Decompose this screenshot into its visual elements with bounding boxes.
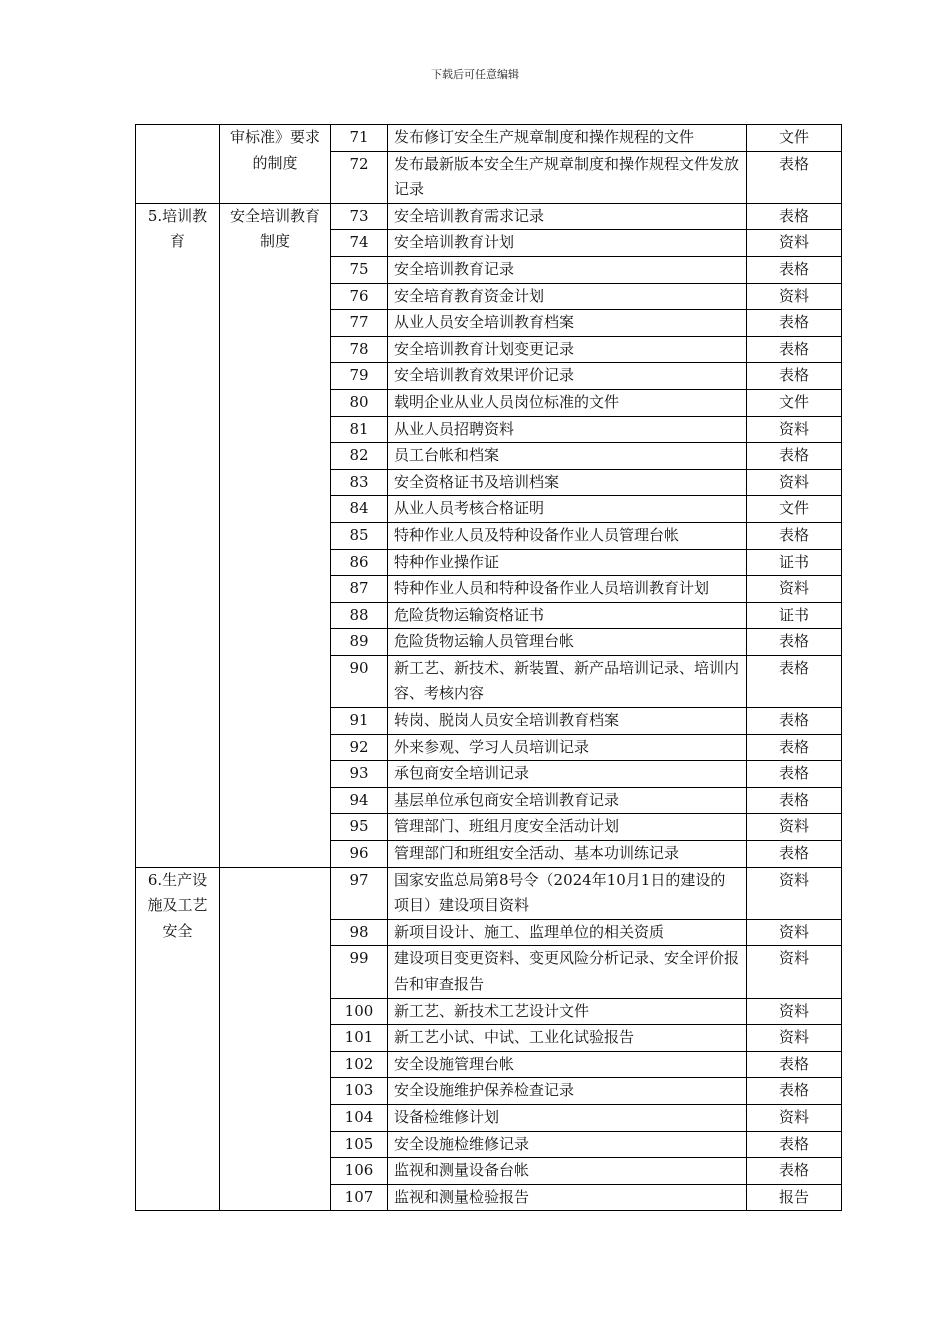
item-text: 管理部门、班组月度安全活动计划 bbox=[388, 814, 747, 841]
row-number: 83 bbox=[331, 469, 388, 496]
doc-type: 资料 bbox=[747, 230, 842, 257]
item-text: 安全培训教育记录 bbox=[388, 256, 747, 283]
category-cell bbox=[136, 125, 220, 204]
item-text: 特种作业操作证 bbox=[388, 549, 747, 576]
doc-type: 报告 bbox=[747, 1184, 842, 1211]
row-number: 72 bbox=[331, 151, 388, 203]
item-text: 特种作业人员及特种设备作业人员管理台帐 bbox=[388, 522, 747, 549]
row-number: 77 bbox=[331, 310, 388, 337]
item-text: 安全设施维护保养检查记录 bbox=[388, 1078, 747, 1105]
row-number: 96 bbox=[331, 841, 388, 868]
doc-type: 表格 bbox=[747, 310, 842, 337]
row-number: 107 bbox=[331, 1184, 388, 1211]
item-text: 监视和测量检验报告 bbox=[388, 1184, 747, 1211]
item-text: 新工艺小试、中试、工业化试验报告 bbox=[388, 1025, 747, 1052]
row-number: 76 bbox=[331, 283, 388, 310]
doc-type: 表格 bbox=[747, 336, 842, 363]
doc-type: 资料 bbox=[747, 576, 842, 603]
item-text: 基层单位承包商安全培训教育记录 bbox=[388, 787, 747, 814]
doc-type: 表格 bbox=[747, 522, 842, 549]
row-number: 85 bbox=[331, 522, 388, 549]
doc-type: 资料 bbox=[747, 867, 842, 919]
row-number: 101 bbox=[331, 1025, 388, 1052]
subcategory-cell: 审标准》要求的制度 bbox=[220, 125, 331, 204]
row-number: 104 bbox=[331, 1104, 388, 1131]
row-number: 95 bbox=[331, 814, 388, 841]
page-header: 下载后可任意编辑 bbox=[431, 68, 519, 81]
doc-type: 资料 bbox=[747, 814, 842, 841]
doc-type: 表格 bbox=[747, 708, 842, 735]
row-number: 106 bbox=[331, 1158, 388, 1185]
row-number: 84 bbox=[331, 496, 388, 523]
row-number: 73 bbox=[331, 203, 388, 230]
doc-type: 文件 bbox=[747, 125, 842, 152]
doc-type: 资料 bbox=[747, 416, 842, 443]
item-text: 建设项目变更资料、变更风险分析记录、安全评价报告和审查报告 bbox=[388, 946, 747, 998]
item-text: 国家安监总局第8号令（2024年10月1日的建设的项目）建设项目资料 bbox=[388, 867, 747, 919]
subcategory-cell bbox=[220, 867, 331, 1211]
row-number: 87 bbox=[331, 576, 388, 603]
row-number: 79 bbox=[331, 363, 388, 390]
row-number: 89 bbox=[331, 629, 388, 656]
item-text: 设备检维修计划 bbox=[388, 1104, 747, 1131]
item-text: 新工艺、新技术工艺设计文件 bbox=[388, 998, 747, 1025]
table-row bbox=[136, 203, 842, 230]
item-text: 安全培训教育计划 bbox=[388, 230, 747, 257]
category-cell: 6.生产设施及工艺安全 bbox=[136, 867, 220, 1211]
row-number: 105 bbox=[331, 1131, 388, 1158]
item-text: 管理部门和班组安全活动、基本功训练记录 bbox=[388, 841, 747, 868]
doc-type: 资料 bbox=[747, 998, 842, 1025]
row-number: 92 bbox=[331, 734, 388, 761]
row-number: 94 bbox=[331, 787, 388, 814]
doc-type: 资料 bbox=[747, 946, 842, 998]
doc-type: 表格 bbox=[747, 151, 842, 203]
doc-type: 文件 bbox=[747, 496, 842, 523]
item-text: 安全设施检维修记录 bbox=[388, 1131, 747, 1158]
item-text: 特种作业人员和特种设备作业人员培训教育计划 bbox=[388, 576, 747, 603]
item-text: 承包商安全培训记录 bbox=[388, 761, 747, 788]
doc-type: 资料 bbox=[747, 283, 842, 310]
row-number: 86 bbox=[331, 549, 388, 576]
doc-type: 证书 bbox=[747, 549, 842, 576]
item-text: 新工艺、新技术、新装置、新产品培训记录、培训内容、考核内容 bbox=[388, 655, 747, 707]
table-row bbox=[136, 125, 842, 152]
category-cell: 5.培训教育 bbox=[136, 203, 220, 867]
doc-type: 表格 bbox=[747, 629, 842, 656]
doc-type: 表格 bbox=[747, 203, 842, 230]
doc-type: 资料 bbox=[747, 919, 842, 946]
item-text: 从业人员考核合格证明 bbox=[388, 496, 747, 523]
item-text: 安全培训教育需求记录 bbox=[388, 203, 747, 230]
document-table bbox=[135, 124, 842, 1211]
doc-type: 表格 bbox=[747, 363, 842, 390]
item-text: 员工台帐和档案 bbox=[388, 443, 747, 470]
item-text: 危险货物运输人员管理台帐 bbox=[388, 629, 747, 656]
row-number: 91 bbox=[331, 708, 388, 735]
doc-type: 表格 bbox=[747, 734, 842, 761]
row-number: 102 bbox=[331, 1051, 388, 1078]
row-number: 78 bbox=[331, 336, 388, 363]
subcategory-cell: 安全培训教育制度 bbox=[220, 203, 331, 867]
row-number: 98 bbox=[331, 919, 388, 946]
row-number: 88 bbox=[331, 602, 388, 629]
doc-type: 表格 bbox=[747, 1158, 842, 1185]
row-number: 80 bbox=[331, 389, 388, 416]
item-text: 发布修订安全生产规章制度和操作规程的文件 bbox=[388, 125, 747, 152]
doc-type: 表格 bbox=[747, 1131, 842, 1158]
doc-type: 文件 bbox=[747, 389, 842, 416]
item-text: 载明企业从业人员岗位标准的文件 bbox=[388, 389, 747, 416]
item-text: 安全培育教育资金计划 bbox=[388, 283, 747, 310]
row-number: 90 bbox=[331, 655, 388, 707]
doc-type: 表格 bbox=[747, 761, 842, 788]
item-text: 危险货物运输资格证书 bbox=[388, 602, 747, 629]
doc-type: 表格 bbox=[747, 1078, 842, 1105]
item-text: 监视和测量设备台帐 bbox=[388, 1158, 747, 1185]
row-number: 99 bbox=[331, 946, 388, 998]
row-number: 81 bbox=[331, 416, 388, 443]
doc-type: 表格 bbox=[747, 256, 842, 283]
row-number: 75 bbox=[331, 256, 388, 283]
row-number: 71 bbox=[331, 125, 388, 152]
item-text: 外来参观、学习人员培训记录 bbox=[388, 734, 747, 761]
table-row bbox=[136, 867, 842, 919]
row-number: 93 bbox=[331, 761, 388, 788]
item-text: 安全培训教育计划变更记录 bbox=[388, 336, 747, 363]
row-number: 103 bbox=[331, 1078, 388, 1105]
item-text: 新项目设计、施工、监理单位的相关资质 bbox=[388, 919, 747, 946]
row-number: 97 bbox=[331, 867, 388, 919]
doc-type: 表格 bbox=[747, 841, 842, 868]
item-text: 转岗、脱岗人员安全培训教育档案 bbox=[388, 708, 747, 735]
item-text: 安全设施管理台帐 bbox=[388, 1051, 747, 1078]
row-number: 82 bbox=[331, 443, 388, 470]
doc-type: 表格 bbox=[747, 655, 842, 707]
item-text: 从业人员招聘资料 bbox=[388, 416, 747, 443]
doc-type: 证书 bbox=[747, 602, 842, 629]
doc-type: 资料 bbox=[747, 1025, 842, 1052]
item-text: 安全资格证书及培训档案 bbox=[388, 469, 747, 496]
row-number: 74 bbox=[331, 230, 388, 257]
item-text: 发布最新版本安全生产规章制度和操作规程文件发放记录 bbox=[388, 151, 747, 203]
row-number: 100 bbox=[331, 998, 388, 1025]
doc-type: 表格 bbox=[747, 1051, 842, 1078]
item-text: 从业人员安全培训教育档案 bbox=[388, 310, 747, 337]
doc-type: 表格 bbox=[747, 443, 842, 470]
doc-type: 资料 bbox=[747, 1104, 842, 1131]
doc-type: 表格 bbox=[747, 787, 842, 814]
doc-type: 资料 bbox=[747, 469, 842, 496]
item-text: 安全培训教育效果评价记录 bbox=[388, 363, 747, 390]
